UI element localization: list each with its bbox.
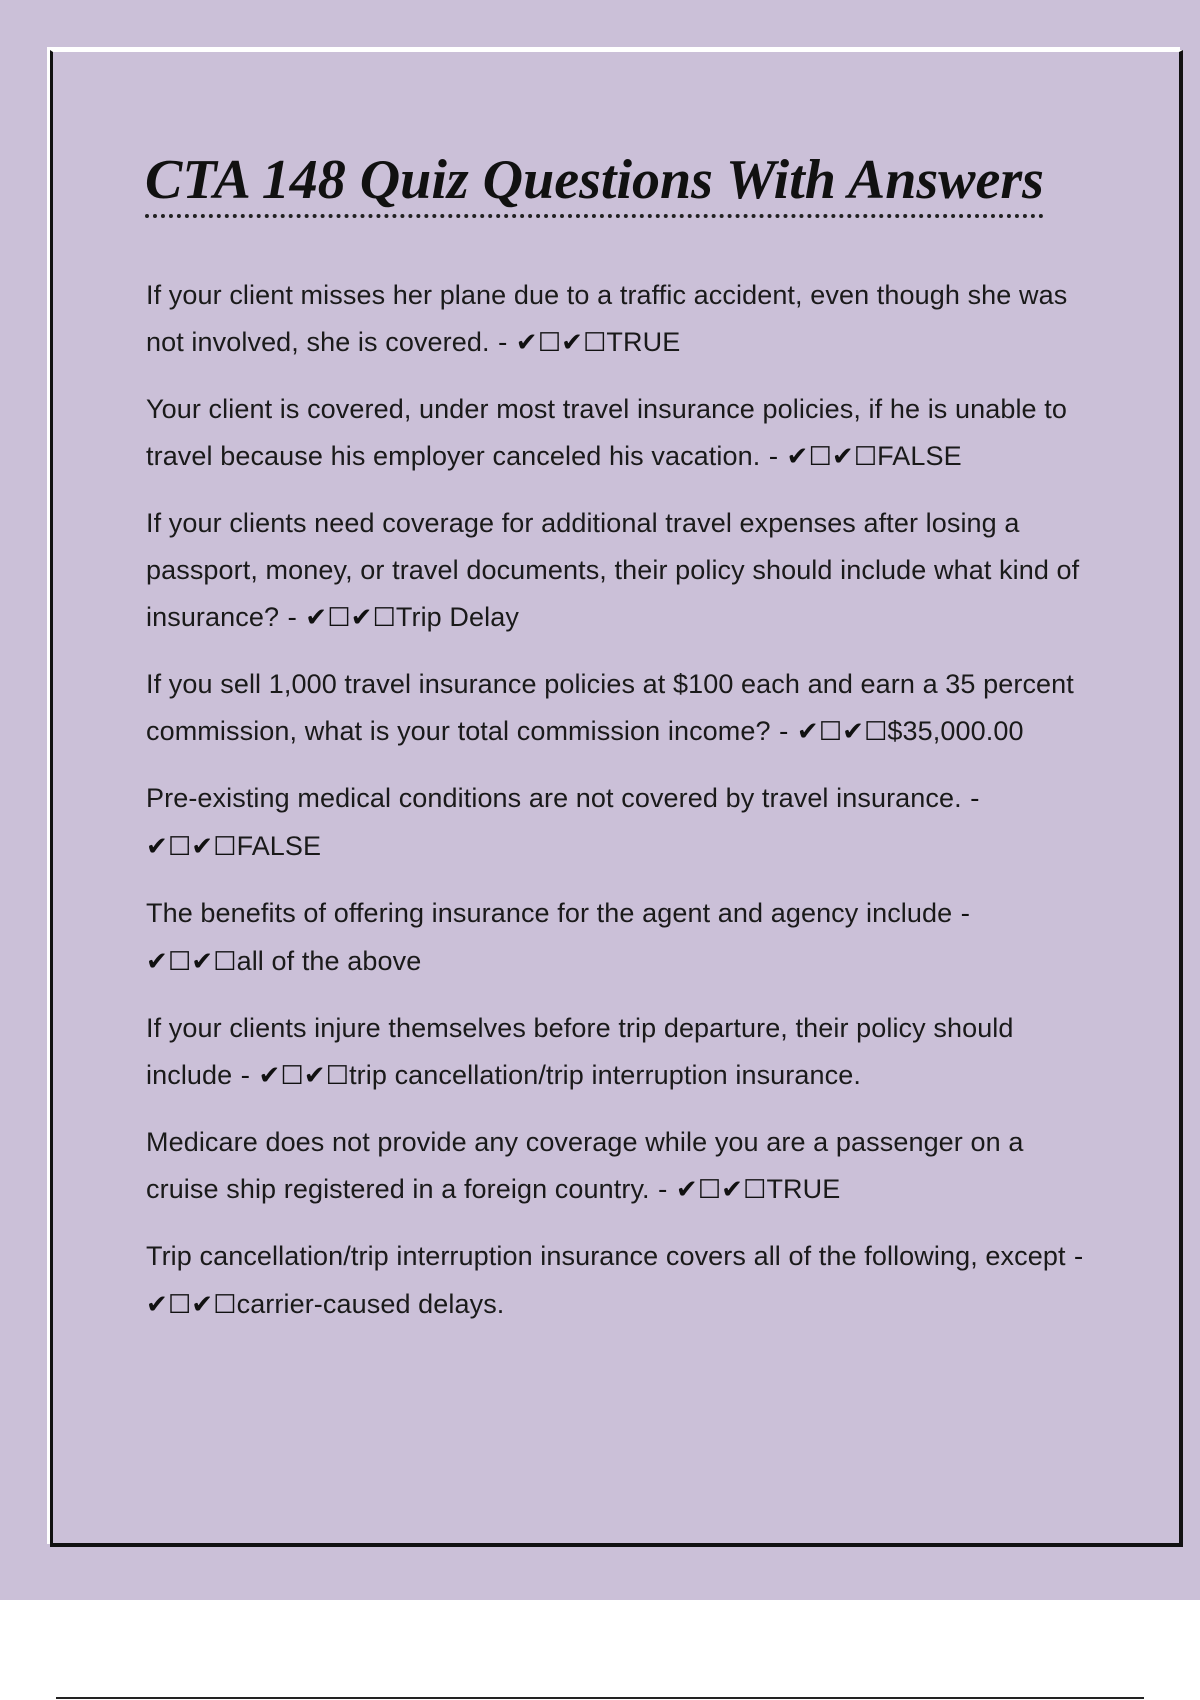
answer-text: TRUE	[606, 327, 681, 357]
qa-item	[146, 1005, 1096, 1100]
qa-item	[146, 890, 1096, 986]
question-text: If your client misses her plane due to a traffic accident, even though she was not involved, she is covered.	[146, 280, 1068, 357]
question-text: Trip cancellation/trip interruption insurance covers all of the following, except	[146, 1241, 1066, 1271]
question-text: If your clients need coverage for additional travel expenses after losing a passport, money, or travel documents, their policy should include what kind of insurance?	[146, 508, 1080, 632]
document-title: CTA 148 Quiz Questions With Answers	[145, 148, 1044, 218]
question-text: The benefits of offering insurance for the agent and agency include	[146, 898, 953, 928]
question-text: If your clients injure themselves before trip departure, their policy should include	[146, 1013, 1014, 1090]
qa-item	[146, 1119, 1096, 1214]
qa-item	[146, 661, 1096, 756]
question-text: If you sell 1,000 travel insurance policies at $100 each and earn a 35 percent commission, what is your total commission income?	[146, 669, 1074, 746]
check-marks: - ✔☐✔☐	[146, 899, 971, 977]
check-marks: - ✔☐✔☐	[146, 784, 980, 862]
check-marks: - ✔☐✔☐	[146, 1242, 1084, 1320]
question-text: Pre-existing medical conditions are not covered by travel insurance.	[146, 783, 962, 813]
answer-text: trip cancellation/trip interruption insurance.	[349, 1060, 861, 1090]
question-text: Medicare does not provide any coverage while you are a passenger on a cruise ship registered in a foreign country.	[146, 1127, 1024, 1204]
page-bottom-rule	[56, 1697, 1144, 1699]
qa-item	[146, 500, 1096, 642]
answer-text: FALSE	[236, 831, 322, 861]
answer-text: all of the above	[236, 946, 422, 976]
check-marks: - ✔☐✔☐	[649, 1175, 767, 1205]
answer-text: TRUE	[766, 1174, 841, 1204]
question-text: Your client is covered, under most travel insurance policies, if he is unable to travel because his employer canceled his vacation.	[146, 394, 1067, 471]
check-marks: - ✔☐✔☐	[489, 328, 607, 358]
qa-list	[146, 272, 1096, 1348]
check-marks: - ✔☐✔☐	[279, 603, 396, 633]
answer-text: carrier-caused delays.	[236, 1289, 505, 1319]
qa-item	[146, 272, 1096, 367]
check-marks: - ✔☐✔☐	[232, 1061, 350, 1091]
answer-text: FALSE	[877, 441, 962, 471]
qa-item	[146, 1233, 1096, 1329]
check-marks: - ✔☐✔☐	[770, 717, 888, 747]
answer-text: Trip Delay	[395, 602, 519, 632]
answer-text: $35,000.00	[887, 716, 1024, 746]
qa-item	[146, 386, 1096, 481]
check-marks: - ✔☐✔☐	[760, 442, 878, 472]
qa-item	[146, 775, 1096, 871]
